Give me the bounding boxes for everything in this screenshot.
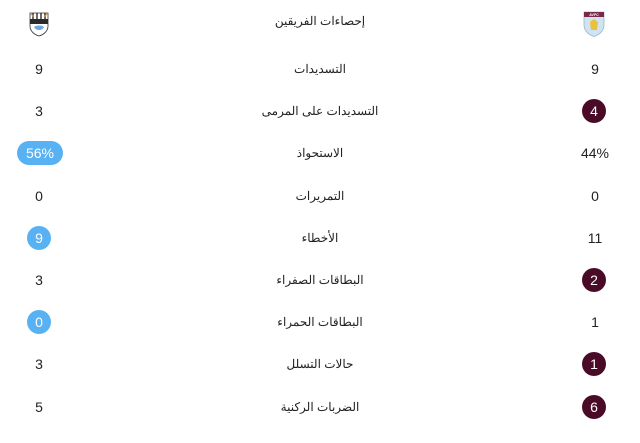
stat-label: التمريرات	[295, 188, 345, 203]
stat-label: التسديدات	[294, 62, 346, 76]
stat-row-shots-on-target	[0, 95, 640, 127]
home-value: 1	[591, 314, 599, 331]
crest-text: AVFC	[589, 13, 599, 17]
home-value: 9	[591, 61, 599, 77]
stat-label: حالات التسلل	[286, 357, 354, 372]
stat-row-fouls	[0, 222, 640, 254]
stat-row-possession	[0, 137, 640, 169]
stat-label: الأخطاء	[301, 230, 339, 245]
newcastle-crest-icon	[28, 11, 50, 37]
stat-row-offsides	[0, 348, 640, 380]
stat-label: التسديدات على المرمى	[261, 104, 379, 119]
away-value-badge: 56%	[17, 141, 63, 165]
away-value: 3	[35, 103, 43, 120]
away-value: 9	[35, 61, 43, 77]
stat-label: البطاقات الصفراء	[276, 273, 364, 287]
away-value-badge: 0	[27, 310, 51, 334]
away-value-badge: 9	[27, 226, 51, 250]
stat-label: الضربات الركنية	[280, 399, 360, 414]
page-title: إحصاءات الفريقين	[274, 14, 366, 28]
aston-villa-crest-icon	[583, 11, 605, 37]
stat-row-yellow-cards	[0, 264, 640, 296]
home-value: 11	[587, 229, 603, 246]
stat-label: الاستحواذ	[296, 146, 344, 161]
away-value: 0	[35, 187, 43, 204]
away-value: 5	[35, 398, 43, 415]
home-value: 0	[591, 187, 599, 204]
stats-header	[0, 5, 640, 37]
home-value-badge: 2	[582, 268, 606, 292]
home-value-badge: 6	[582, 395, 606, 419]
away-value: 3	[35, 272, 43, 288]
home-value: 44%	[580, 145, 610, 162]
stat-label: البطاقات الحمراء	[277, 315, 363, 330]
stat-row-passes	[0, 180, 640, 212]
away-value: 3	[35, 356, 43, 373]
stat-row-shots	[0, 53, 640, 85]
stat-row-red-cards	[0, 306, 640, 338]
home-value-badge: 4	[582, 99, 606, 123]
stat-row-corners	[0, 391, 640, 423]
home-value-badge: 1	[582, 352, 606, 376]
